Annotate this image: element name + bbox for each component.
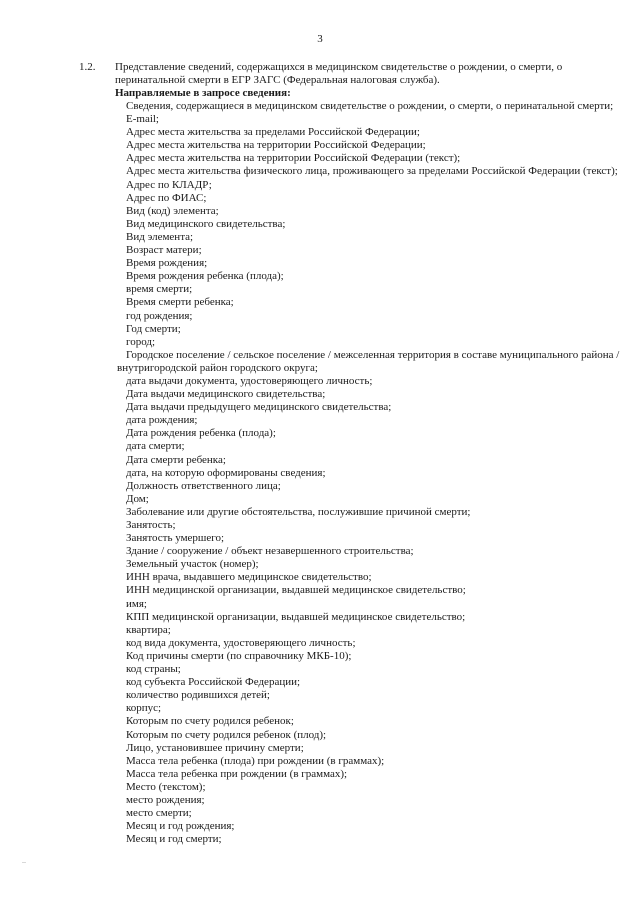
list-item: Время рождения; (126, 257, 208, 270)
list-item: Место (текстом); (126, 780, 206, 793)
list-item: ИНН медицинской организации, выдавшей медицинское свидетельство; (126, 584, 466, 597)
list-item: Которым по счету родился ребенок (плод); (126, 728, 327, 741)
section-number: 1.2. (79, 61, 96, 73)
list-item: Городское поселение / сельское поселение / межселенная территория в составе муниципального района / (126, 348, 620, 361)
list-item: Адрес по ФИАС; (126, 191, 207, 204)
list-item: Время смерти ребенка; (126, 296, 234, 309)
list-item: Которым по счету родился ребенок; (126, 715, 294, 728)
list-item: Здание / сооружение / объект незавершенного строительства; (126, 545, 414, 558)
list-item: код вида документа, удостоверяющего личность; (126, 636, 356, 649)
list-item: место смерти; (126, 807, 192, 820)
list-item: Лицо, установившее причину смерти; (126, 741, 304, 754)
list-item: Дата рождения ребенка (плода); (126, 427, 276, 440)
list-item: Дата выдачи медицинского свидетельства; (126, 388, 326, 401)
scan-artifact (22, 862, 26, 863)
list-item: корпус; (126, 702, 162, 715)
list-item: Вид (код) элемента; (126, 204, 219, 217)
list-item: Занятость; (126, 519, 176, 531)
list-item: Должность ответственного лица; (126, 479, 281, 492)
list-item: имя; (126, 597, 147, 610)
list-item: дата рождения; (126, 414, 198, 427)
list-item: код страны; (126, 663, 181, 676)
list-item: дата смерти; (126, 440, 185, 453)
list-item: E-mail; (126, 113, 159, 126)
list-item: Адрес места жительства за пределами Российской Федерации; (126, 126, 420, 139)
list-item: КПП медицинской организации, выдавшей медицинское свидетельство; (126, 610, 466, 623)
list-item: Месяц и год рождения; (126, 820, 235, 833)
list-item: Год смерти; (126, 322, 181, 335)
list-item: Вид медицинского свидетельства; (126, 217, 286, 230)
list-item: внутригородской район городского округа; (117, 361, 318, 374)
list-item: Масса тела ребенка при рождении (в граммах); (126, 767, 348, 780)
list-item: дата выдачи документа, удостоверяющего личность; (126, 374, 373, 387)
list-item: место рождения; (126, 793, 205, 806)
list-item: Адрес места жительства на территории Российской Федерации (текст); (126, 152, 461, 165)
list-item: Занятость умершего; (126, 532, 225, 545)
list-item: квартира; (126, 623, 171, 636)
page-number: 3 (317, 33, 323, 45)
list-item: Сведения, содержащиеся в медицинском свидетельстве о рождении, о смерти, о перинатальной смерти; (126, 100, 614, 112)
list-item: Заболевание или другие обстоятельства, послужившие причиной смерти; (126, 505, 471, 518)
list-item: Дом; (126, 492, 149, 505)
list-item: Код причины смерти (по справочнику МКБ-10); (126, 649, 352, 662)
list-item: количество родившихся детей; (126, 689, 270, 702)
list-item: город; (126, 335, 156, 348)
section-subheading: Направляемые в запросе сведения: (115, 87, 291, 99)
list-item: Адрес места жительства физического лица, проживающего за пределами Российской Федерации (текст); (126, 165, 618, 178)
list-item: Дата смерти ребенка; (126, 453, 226, 466)
list-item: Вид элемента; (126, 230, 194, 243)
list-item: Земельный участок (номер); (126, 558, 259, 571)
list-item: Адрес по КЛАДР; (126, 178, 212, 191)
list-item: время смерти; (126, 283, 193, 296)
list-item: код субъекта Российской Федерации; (126, 676, 301, 689)
section-description: Представление сведений, содержащихся в медицинском свидетельстве о рождении, о смерти, о перинатальной смерти в ЕГР ЗАГС (Федеральная налоговая служба). (115, 61, 563, 86)
list-item: дата, на которую оформированы сведения; (126, 466, 326, 479)
list-item: ИНН врача, выдавшего медицинское свидетельство; (126, 571, 372, 584)
list-item: Месяц и год смерти; (126, 833, 222, 846)
list-item: Адрес места жительства на территории Российской Федерации; (126, 139, 426, 152)
list-item: Дата выдачи предыдущего медицинского свидетельства; (126, 401, 392, 414)
list-item: год рождения; (126, 309, 193, 322)
list-item: Масса тела ребенка (плода) при рождении (в граммах); (126, 754, 385, 767)
requested-fields-list (117, 100, 626, 846)
list-item: Время рождения ребенка (плода); (126, 270, 284, 283)
list-item: Возраст матери; (126, 244, 202, 257)
